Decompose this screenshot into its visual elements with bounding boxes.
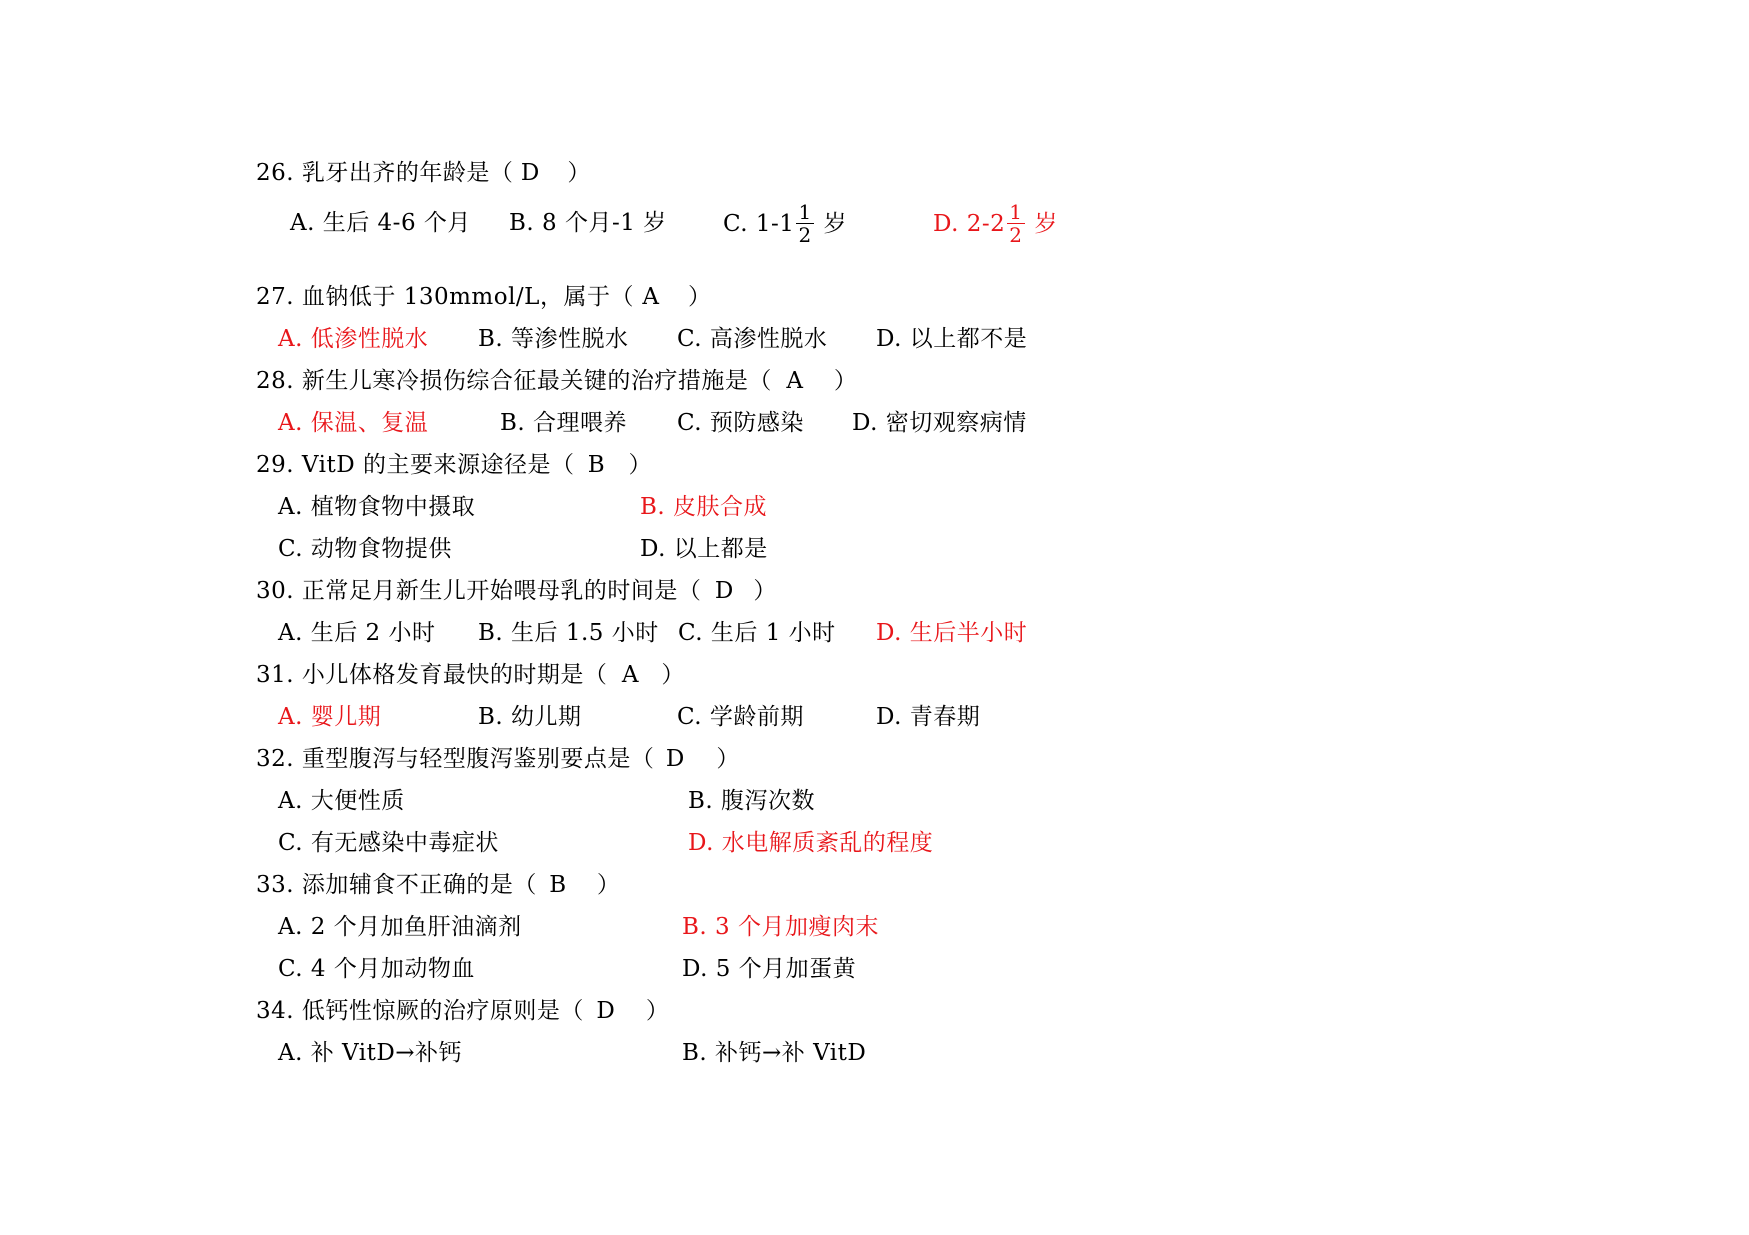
option-text: C. 学龄前期 (677, 704, 804, 730)
question-29-stem (256, 450, 652, 480)
question-close-paren: ） (567, 160, 591, 186)
option-text: B. 腹泻次数 (688, 788, 816, 814)
question-28-option-b (500, 408, 627, 438)
question-stem-text: 29. VitD 的主要来源途径是（ (256, 452, 575, 478)
question-26-stem (256, 158, 591, 188)
question-32-option-b (688, 786, 815, 816)
question-30-option-c (678, 618, 836, 648)
option-text: C. 4 个月加动物血 (278, 956, 475, 982)
question-33-stem (256, 870, 620, 900)
question-29-option-c (278, 534, 452, 564)
option-text: B. 等渗性脱水 (478, 326, 629, 352)
option-text: D. 青春期 (876, 704, 981, 730)
option-text: D. 以上都是 (640, 536, 768, 562)
option-text: B. 补钙→补 VitD (682, 1040, 867, 1066)
option-text: C. 预防感染 (677, 410, 804, 436)
option-text: A. 大便性质 (278, 788, 405, 814)
question-26-option-d (933, 196, 1058, 252)
question-stem-text: 28. 新生儿寒冷损伤综合征最关键的治疗措施是（ (256, 368, 772, 394)
question-26-option-b (509, 208, 667, 238)
question-27-option-b (478, 324, 629, 354)
question-answer: B (587, 452, 606, 478)
question-close-paren: ） (753, 578, 777, 604)
question-stem-text: 34. 低钙性惊厥的治疗原则是（ (256, 998, 584, 1024)
question-34-stem (256, 996, 669, 1026)
question-close-paren: ） (661, 662, 685, 688)
option-text: 岁 (1026, 211, 1058, 237)
question-32-option-c (278, 828, 499, 858)
option-text: 岁 (815, 211, 847, 237)
option-text: D. 以上都不是 (876, 326, 1028, 352)
question-28-stem (256, 366, 857, 396)
question-31-option-b (478, 702, 582, 732)
question-28-option-c (677, 408, 804, 438)
question-27-option-d (876, 324, 1027, 354)
fraction-numerator: 1 (798, 199, 812, 224)
option-text: A. 低渗性脱水 (278, 326, 429, 352)
question-answer: A (642, 284, 660, 310)
fraction-denominator: 2 (798, 222, 812, 247)
question-34-option-a (278, 1038, 462, 1068)
option-text: B. 8 个月-1 岁 (509, 210, 667, 236)
question-30-option-d (876, 618, 1027, 648)
question-32-stem (256, 744, 740, 774)
question-32-option-d (688, 828, 933, 858)
option-text: A. 补 VitD→补钙 (278, 1040, 463, 1066)
option-text: A. 保温、复温 (278, 410, 429, 436)
option-text: D. 水电解质紊乱的程度 (688, 830, 934, 856)
question-answer: B (549, 872, 567, 898)
question-31-option-d (876, 702, 980, 732)
question-close-paren: ） (645, 998, 670, 1024)
question-close-paren: ） (628, 452, 652, 478)
question-stem-text: 32. 重型腹泻与轻型腹泻鉴别要点是（ (256, 746, 655, 772)
question-stem-text: 33. 添加辅食不正确的是（ (256, 872, 537, 898)
question-31-option-a (278, 702, 381, 732)
question-28-option-d (852, 408, 1027, 438)
option-text: A. 婴儿期 (278, 704, 382, 730)
question-27-option-c (677, 324, 827, 354)
question-30-stem (256, 576, 777, 606)
question-26-option-a (290, 208, 471, 238)
question-33-option-a (278, 912, 522, 942)
question-28-option-a (278, 408, 428, 438)
question-close-paren: ） (833, 368, 858, 394)
question-27-option-a (278, 324, 428, 354)
question-34-option-b (682, 1038, 866, 1068)
question-stem-text: 30. 正常足月新生儿开始喂母乳的时间是（ (256, 578, 702, 604)
option-text: C. 1-1 (723, 211, 795, 237)
question-answer: A (786, 368, 804, 394)
question-33-option-c (278, 954, 475, 984)
question-answer: D (714, 578, 734, 604)
question-30-option-b (478, 618, 659, 648)
fraction-numerator: 1 (1009, 199, 1023, 224)
question-answer: D (596, 998, 616, 1024)
question-33-option-d (682, 954, 856, 984)
question-answer: A (621, 662, 639, 688)
fraction-denominator: 2 (1009, 222, 1023, 247)
option-text: D. 2-2 (933, 211, 1006, 237)
option-text: C. 生后 1 小时 (678, 620, 836, 646)
question-26-option-c (723, 196, 847, 252)
question-stem-text: 31. 小儿体格发育最快的时期是（ (256, 662, 608, 688)
fraction (1007, 201, 1024, 246)
question-close-paren: ） (596, 872, 621, 898)
question-32-option-a (278, 786, 405, 816)
question-stem-text: 27. 血钠低于 130mmol/L，属于（ (256, 284, 634, 310)
question-29-option-b (640, 492, 767, 522)
question-33-option-b (682, 912, 879, 942)
option-text: D. 5 个月加蛋黄 (682, 956, 857, 982)
option-text: C. 有无感染中毒症状 (278, 830, 499, 856)
option-text: C. 高渗性脱水 (677, 326, 828, 352)
question-stem-text: 26. 乳牙出齐的年龄是（ (256, 160, 514, 186)
question-29-option-a (278, 492, 475, 522)
question-close-paren: ） (687, 284, 712, 310)
question-answer: D (665, 746, 685, 772)
option-text: A. 2 个月加鱼肝油滴剂 (278, 914, 522, 940)
question-30-option-a (278, 618, 436, 648)
question-answer: D (520, 160, 540, 186)
fraction (796, 201, 813, 246)
question-31-option-c (677, 702, 804, 732)
option-text: B. 皮肤合成 (640, 494, 768, 520)
option-text: D. 密切观察病情 (852, 410, 1027, 436)
option-text: B. 合理喂养 (500, 410, 628, 436)
option-text: B. 幼儿期 (478, 704, 582, 730)
option-text: A. 生后 2 小时 (278, 620, 436, 646)
option-text: B. 3 个月加瘦肉末 (682, 914, 879, 940)
question-close-paren: ） (716, 746, 740, 772)
option-text: C. 动物食物提供 (278, 536, 452, 562)
question-29-option-d (640, 534, 768, 564)
option-text: A. 生后 4-6 个月 (290, 210, 471, 236)
option-text: B. 生后 1.5 小时 (478, 620, 659, 646)
option-text: A. 植物食物中摄取 (278, 494, 476, 520)
option-text: D. 生后半小时 (876, 620, 1028, 646)
question-31-stem (256, 660, 685, 690)
question-27-stem (256, 282, 711, 312)
